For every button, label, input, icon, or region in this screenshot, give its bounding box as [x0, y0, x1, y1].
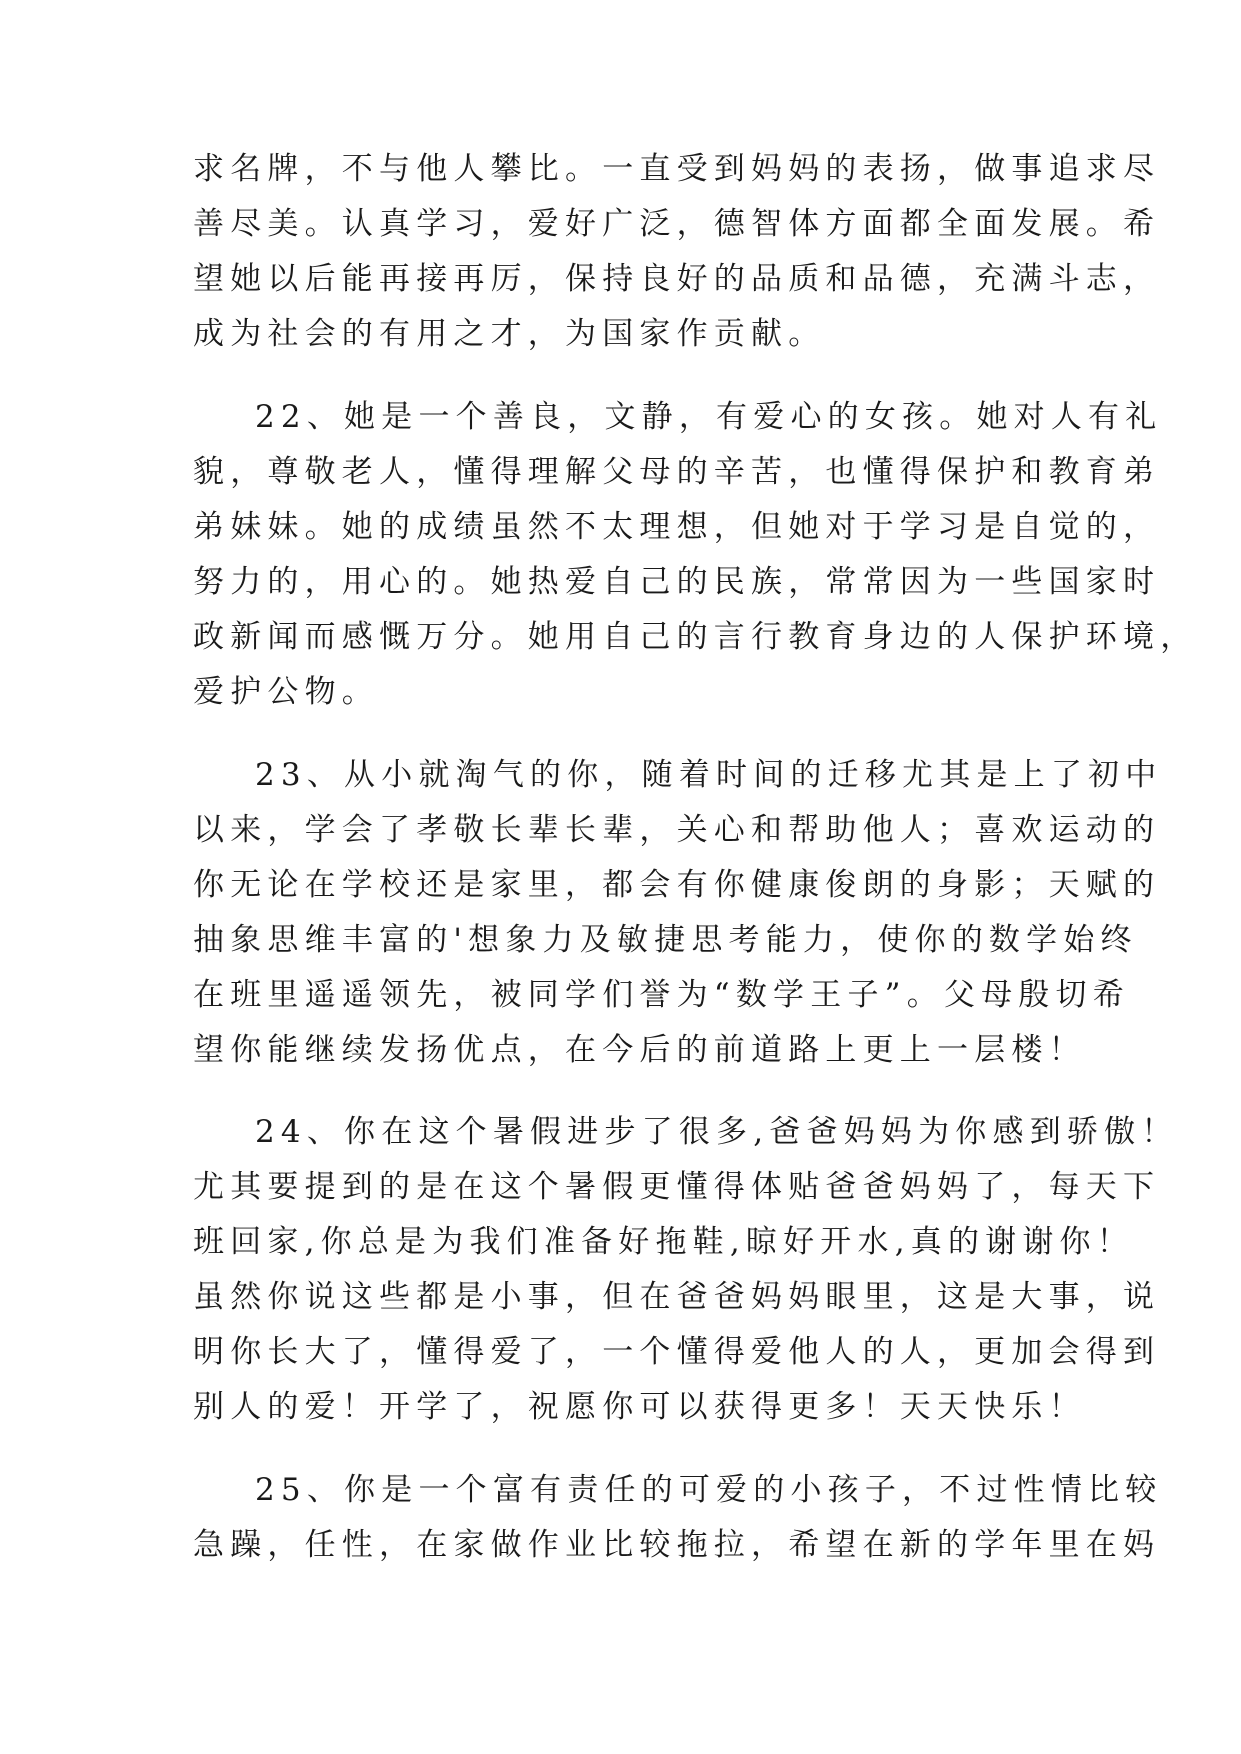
text-line: 明你长大了，懂得爱了，一个懂得爱他人的人，更加会得到: [193, 1334, 1161, 1370]
text-line: 虽然你说这些都是小事，但在爸爸妈妈眼里，这是大事，说: [193, 1279, 1161, 1315]
text-line: 望她以后能再接再厉，保持良好的品质和品德，充满斗志，: [193, 261, 1161, 297]
text-line: 善尽美。认真学习，爱好广泛，德智体方面都全面发展。希: [193, 206, 1161, 242]
text-line: 你无论在学校还是家里，都会有你健康俊朗的身影；天赋的: [193, 867, 1161, 903]
text-line: 以来，学会了孝敬长辈长辈，关心和帮助他人；喜欢运动的: [193, 812, 1161, 848]
text-line: 求名牌，不与他人攀比。一直受到妈妈的表扬，做事追求尽: [193, 151, 1161, 187]
text-line: 急躁，任性，在家做作业比较拖拉，希望在新的学年里在妈: [193, 1527, 1161, 1563]
text-line: 在班里遥遥领先，被同学们誉为“数学王子”。父母殷切希: [193, 977, 1130, 1013]
text-line: 尤其要提到的是在这个暑假更懂得体贴爸爸妈妈了，每天下: [193, 1169, 1161, 1205]
text-line: 努力的，用心的。她热爱自己的民族，常常因为一些国家时: [193, 564, 1161, 600]
text-line: 班回家,你总是为我们准备好拖鞋,晾好开水,真的谢谢你！: [193, 1224, 1134, 1260]
text-line: 别人的爱！开学了，祝愿你可以获得更多！天天快乐！: [193, 1389, 1086, 1425]
text-line: 貌，尊敬老人，懂得理解父母的辛苦，也懂得保护和教育弟: [193, 454, 1161, 490]
paragraph-first-line: 24、你在这个暑假进步了很多,爸爸妈妈为你感到骄傲！: [255, 1114, 1179, 1150]
paragraph-first-line: 25、你是一个富有责任的可爱的小孩子，不过性情比较: [255, 1472, 1163, 1508]
text-line: 望你能继续发扬优点，在今后的前道路上更上一层楼！: [193, 1032, 1086, 1068]
paragraph-first-line: 22、她是一个善良，文静，有爱心的女孩。她对人有礼: [255, 399, 1163, 435]
text-line: 爱护公物。: [193, 674, 379, 710]
text-line: 政新闻而感慨万分。她用自己的言行教育身边的人保护环境，: [193, 619, 1198, 655]
text-line: 弟妹妹。她的成绩虽然不太理想，但她对于学习是自觉的，: [193, 509, 1161, 545]
text-line: 成为社会的有用之才，为国家作贡献。: [193, 316, 826, 352]
paragraph-first-line: 23、从小就淘气的你，随着时间的迁移尤其是上了初中: [255, 757, 1163, 793]
text-line: 抽象思维丰富的'想象力及敏捷思考能力，使你的数学始终: [193, 922, 1138, 958]
